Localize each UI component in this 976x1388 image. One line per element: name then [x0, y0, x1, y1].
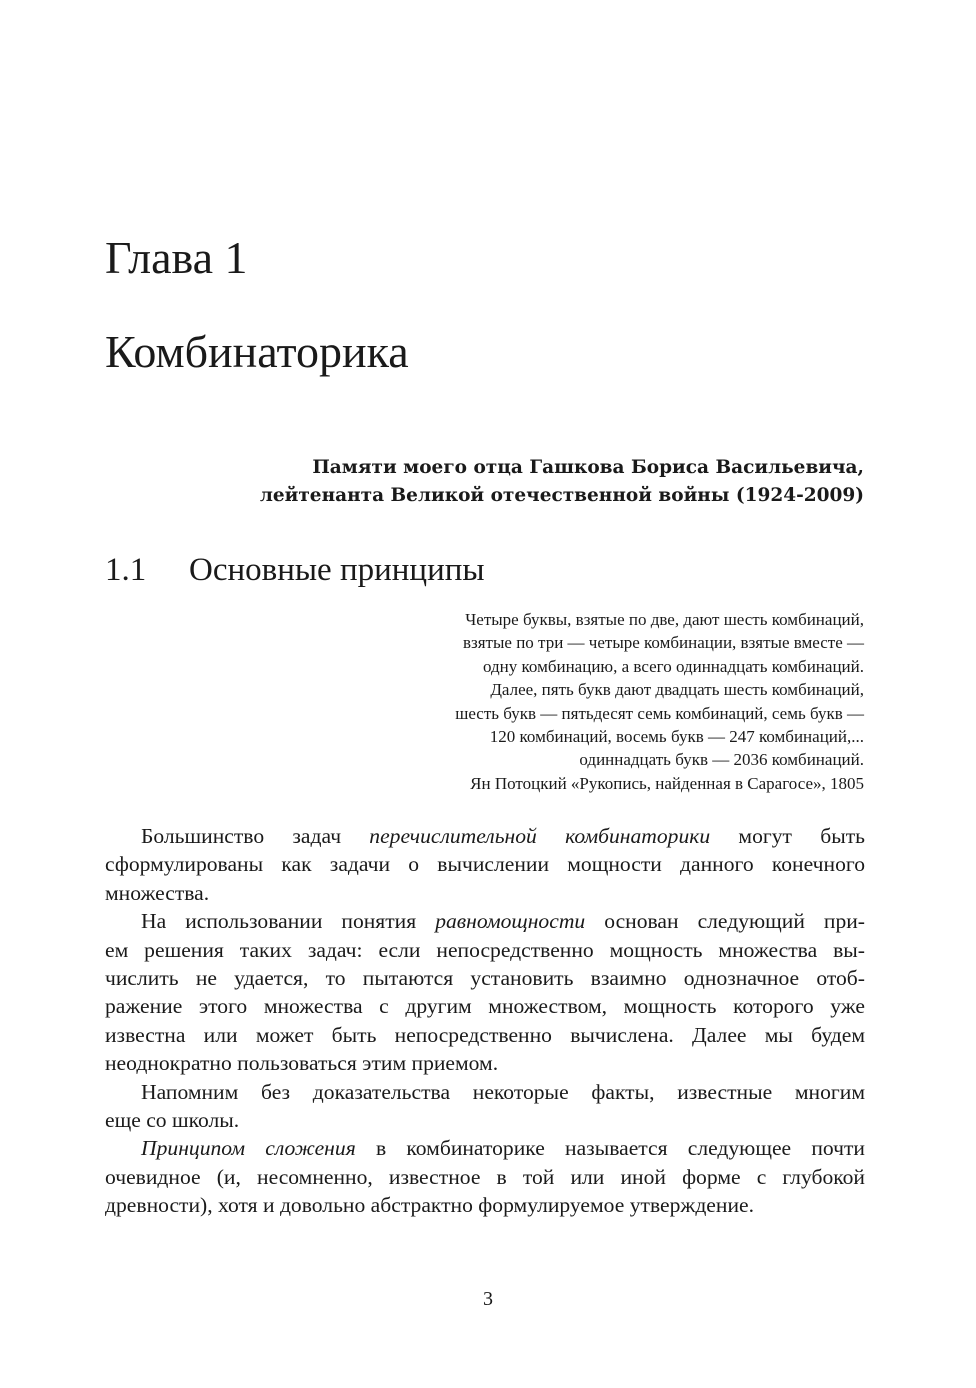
section-title: Основные принципы	[189, 552, 485, 588]
dedication-line: лейтенанта Великой отечественной войны (1924-2009)	[259, 485, 864, 506]
text-run: могут быть	[710, 824, 865, 848]
emphasis: перечислительной комбинаторики	[369, 824, 711, 848]
section-heading	[105, 548, 485, 592]
paragraph-line: числить не удается, то пытаются установить взаимно однозначное отоб-	[105, 965, 865, 990]
text-run: основан следующий при-	[585, 909, 865, 934]
dedication	[104, 454, 864, 510]
text-run: На использовании понятия	[141, 909, 436, 934]
paragraph-line: сформулированы как задачи о вычислении мощности данного конечного	[105, 852, 865, 877]
epigraph	[224, 608, 864, 795]
epigraph-source: Ян Потоцкий «Рукопись, найденная в Сарагосе», 1805	[470, 773, 864, 793]
paragraph-line: древности), хотя и довольно абстрактно формулируемое утверждение.	[105, 1193, 754, 1218]
chapter-label: Глава 1	[105, 232, 248, 283]
paragraph-line	[105, 907, 865, 935]
paragraph-line: ем решения таких задач: если непосредственно мощность множества вы-	[105, 937, 865, 962]
body-text	[105, 822, 865, 1219]
paragraph-line: ражение этого множества с другим множеством, мощность которого уже	[105, 994, 865, 1019]
paragraph-line: еще со школы.	[105, 1107, 240, 1132]
emphasis: равномощности	[435, 909, 586, 934]
text-run: в комбинаторике называется следующее почти	[355, 1136, 865, 1161]
section-number: 1.1	[105, 552, 147, 588]
epigraph-line: взятые по три — четыре комбинации, взятые вместе —	[463, 633, 864, 653]
epigraph-line: Далее, пять букв дают двадцать шесть комбинаций,	[490, 680, 864, 700]
page-number: 3	[483, 1288, 493, 1310]
paragraph-line: Напомним без доказательства некоторые факты, известные многим	[141, 1079, 865, 1104]
paragraph-line: известна или может быть непосредственно вычислена. Далее мы будем	[105, 1022, 865, 1047]
dedication-line: Памяти моего отца Гашкова Бориса Васильевича,	[312, 457, 864, 478]
epigraph-line: шесть букв — пятьдесят семь комбинаций, семь букв —	[455, 703, 864, 723]
paragraph-line	[105, 822, 865, 850]
paragraph-line: очевидное (и, несомненно, известное в той или иной форме с глубокой	[105, 1164, 865, 1189]
text-run: Большинство задач	[141, 824, 370, 848]
epigraph-line: одиннадцать букв — 2036 комбинаций.	[579, 750, 864, 770]
chapter-title: Комбинаторика	[105, 326, 409, 377]
epigraph-line: Четыре буквы, взятые по две, дают шесть комбинаций,	[465, 610, 864, 629]
emphasis: Принципом сложения	[141, 1136, 356, 1161]
paragraph-line: неоднократно пользоваться этим приемом.	[105, 1051, 499, 1076]
paragraph-line: множества.	[105, 880, 210, 905]
paragraph-line	[105, 1134, 865, 1162]
epigraph-line: 120 комбинаций, восемь букв — 247 комбинаций,...	[489, 727, 864, 747]
epigraph-line: одну комбинацию, а всего одиннадцать комбинаций.	[483, 656, 864, 676]
